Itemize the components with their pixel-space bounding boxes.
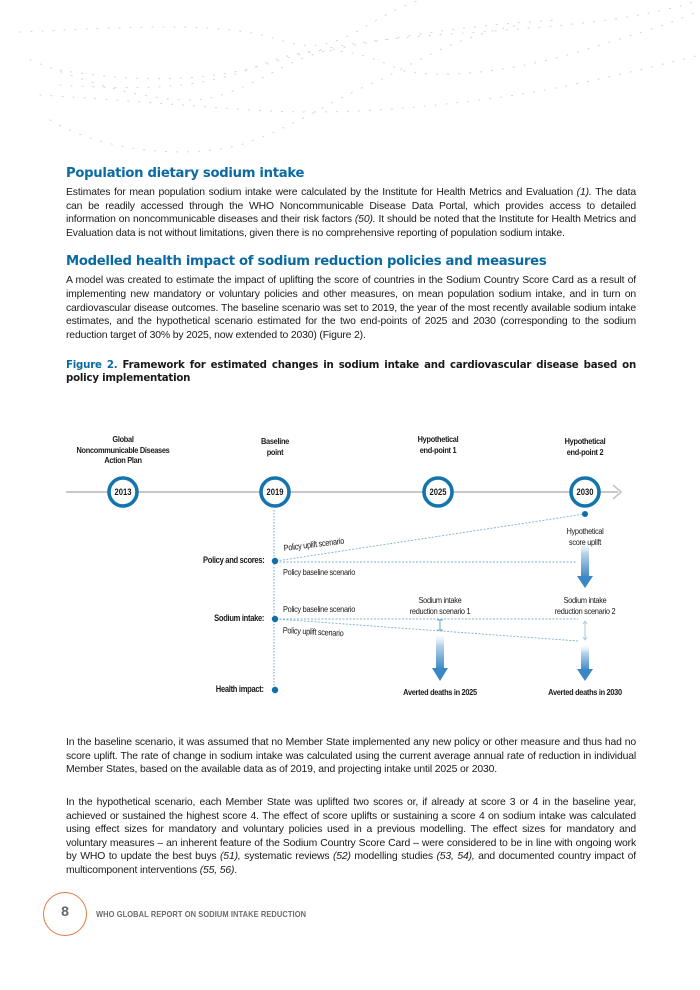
label-averted-deaths-2025: Averted deaths in 2025 xyxy=(403,687,477,697)
text-run: modelling studies xyxy=(350,851,437,863)
text-run: systematic reviews xyxy=(240,851,333,863)
modelled-paragraph: A model was created to estimate the impact of uplifting the score of countries in the Sodium Country Score Card as a result of implementing new mandatory or voluntary policies and other measures, on mean population sodium intake, and in turn on cardiovascular disease outcomes. The baseline scenario was set to 2019, the year of the most recently available sodium intake estimates, and the hypothetical scenario estimated for the two end-points of 2025 and 2030 (corresponding to the sodium reduction target of 30% by 2025, now extended to 2030) (Figure 2). xyxy=(66,275,636,341)
text-run: In the hypothetical scenario, each Member State was uplifted two scores or, if already at score 3 or 4 in the baseline year, achieved or sustained the highest score 4. The effect of score uplifts or sustaining a score 4 on sodium intake was calculated using effect sizes for mandatory and voluntary policies used in a previous modelling. The effect sizes for mandatory and voluntary measures – an inherent feature of the Sodium Country Score Card – were considered to be in line with ongoing work by WHO to update the best buys xyxy=(66,797,636,863)
label-line: end-point 1 xyxy=(419,444,457,455)
milestone-label-2030 xyxy=(546,436,623,457)
row-label-sodium-intake: Sodium intake: xyxy=(213,613,264,623)
baseline-scenario-section xyxy=(66,736,636,777)
label-line: reduction scenario 2 xyxy=(554,605,616,616)
label-line: Action Plan xyxy=(104,455,142,465)
label-line: Hypothetical xyxy=(566,526,604,536)
citation: (55, 56) xyxy=(199,864,235,876)
row-label-policy-and-scores: Policy and scores: xyxy=(202,555,264,565)
year-2013: 2013 xyxy=(114,487,132,497)
label-sodium-policy-uplift-scenario: Policy uplift scenario xyxy=(282,625,344,639)
label-line: Baseline xyxy=(260,436,290,446)
hypothetical-scenario-paragraph xyxy=(66,796,636,878)
figure-caption xyxy=(66,359,636,385)
text-run: and documented country impact of multicomponent interventions xyxy=(66,851,636,876)
year-2030: 2030 xyxy=(576,487,594,497)
text-run: The data can be readily accessed through the WHO Noncommunicable Disease Data Portal, which provides access to detailed information on noncommunicable diseases and their risk factors xyxy=(66,187,636,226)
label-line: Sodium intake xyxy=(418,595,462,605)
text-run: It should be noted that the Institute for Health Metrics and Evaluation data is not without limitations, given there is no comprehensive reporting of population sodium intake. xyxy=(66,214,636,239)
figure-number: Figure 2. xyxy=(66,360,118,372)
label-averted-deaths-2030: Averted deaths in 2030 xyxy=(548,687,622,697)
citation: (1). xyxy=(576,187,592,198)
label-line: end-point 2 xyxy=(566,446,604,457)
figure-caption-text: Framework for estimated changes in sodium intake and cardiovascular disease based on policy implementation xyxy=(66,360,636,385)
report-title: WHO GLOBAL REPORT ON SODIUM INTAKE REDUCTION xyxy=(96,909,307,919)
figure-2-diagram xyxy=(0,425,700,710)
label-line: score uplift xyxy=(568,536,602,547)
section-heading-modelled-health-impact: Modelled health impact of sodium reduction policies and measures xyxy=(66,254,547,270)
label-sodium-policy-baseline-scenario: Policy baseline scenario xyxy=(283,604,356,614)
label-line: Hypothetical xyxy=(564,436,606,446)
page-footer xyxy=(43,892,643,940)
year-2025: 2025 xyxy=(429,487,447,497)
row-label-health-impact: Health impact: xyxy=(216,684,264,694)
label-line: Noncommunicable Diseases xyxy=(76,444,170,455)
hypothetical-scenario-section xyxy=(66,796,636,878)
milestone-label-2025 xyxy=(399,434,476,455)
label-line: point xyxy=(266,446,284,457)
citation: (52) xyxy=(332,851,351,863)
text-run: Estimates for mean population sodium intake were calculated by the Institute for Health Metrics and Evaluation xyxy=(66,187,577,198)
label-policy-uplift-scenario: Policy uplift scenario xyxy=(283,535,345,553)
label-policy-baseline-scenario: Policy baseline scenario xyxy=(283,567,356,577)
citation: (51), xyxy=(220,851,241,863)
year-2019: 2019 xyxy=(266,487,284,497)
label-line: reduction scenario 1 xyxy=(409,605,471,616)
text-run: . xyxy=(234,864,238,876)
label-sodium-reduction-scenario-1 xyxy=(401,595,478,616)
label-line: Hypothetical xyxy=(417,434,459,444)
page-number: 8 xyxy=(61,903,69,919)
milestone-label-2019 xyxy=(236,436,313,457)
label-line: Sodium intake xyxy=(563,595,607,605)
section-heading-population-sodium-intake: Population dietary sodium intake xyxy=(66,166,305,181)
citation: (53, 54), xyxy=(436,851,475,863)
citation: (50). xyxy=(354,214,376,226)
milestone-label-2013 xyxy=(67,434,179,466)
label-hypothetical-score-uplift xyxy=(551,526,620,547)
decorative-dotted-waves xyxy=(0,0,700,160)
baseline-scenario-paragraph: In the baseline scenario, it was assumed that no Member State implemented any new policy or other measure and thus had no score uplift. The rate of change in sodium intake was calculated using the current average annual rate of reduction in individual Member States, based on the available data as of 2019, and projecting intake until 2025 or 2030. xyxy=(66,737,636,776)
main-content xyxy=(66,166,636,385)
label-line: Global xyxy=(112,434,134,444)
label-sodium-reduction-scenario-2 xyxy=(546,595,623,616)
population-paragraph xyxy=(66,186,636,240)
